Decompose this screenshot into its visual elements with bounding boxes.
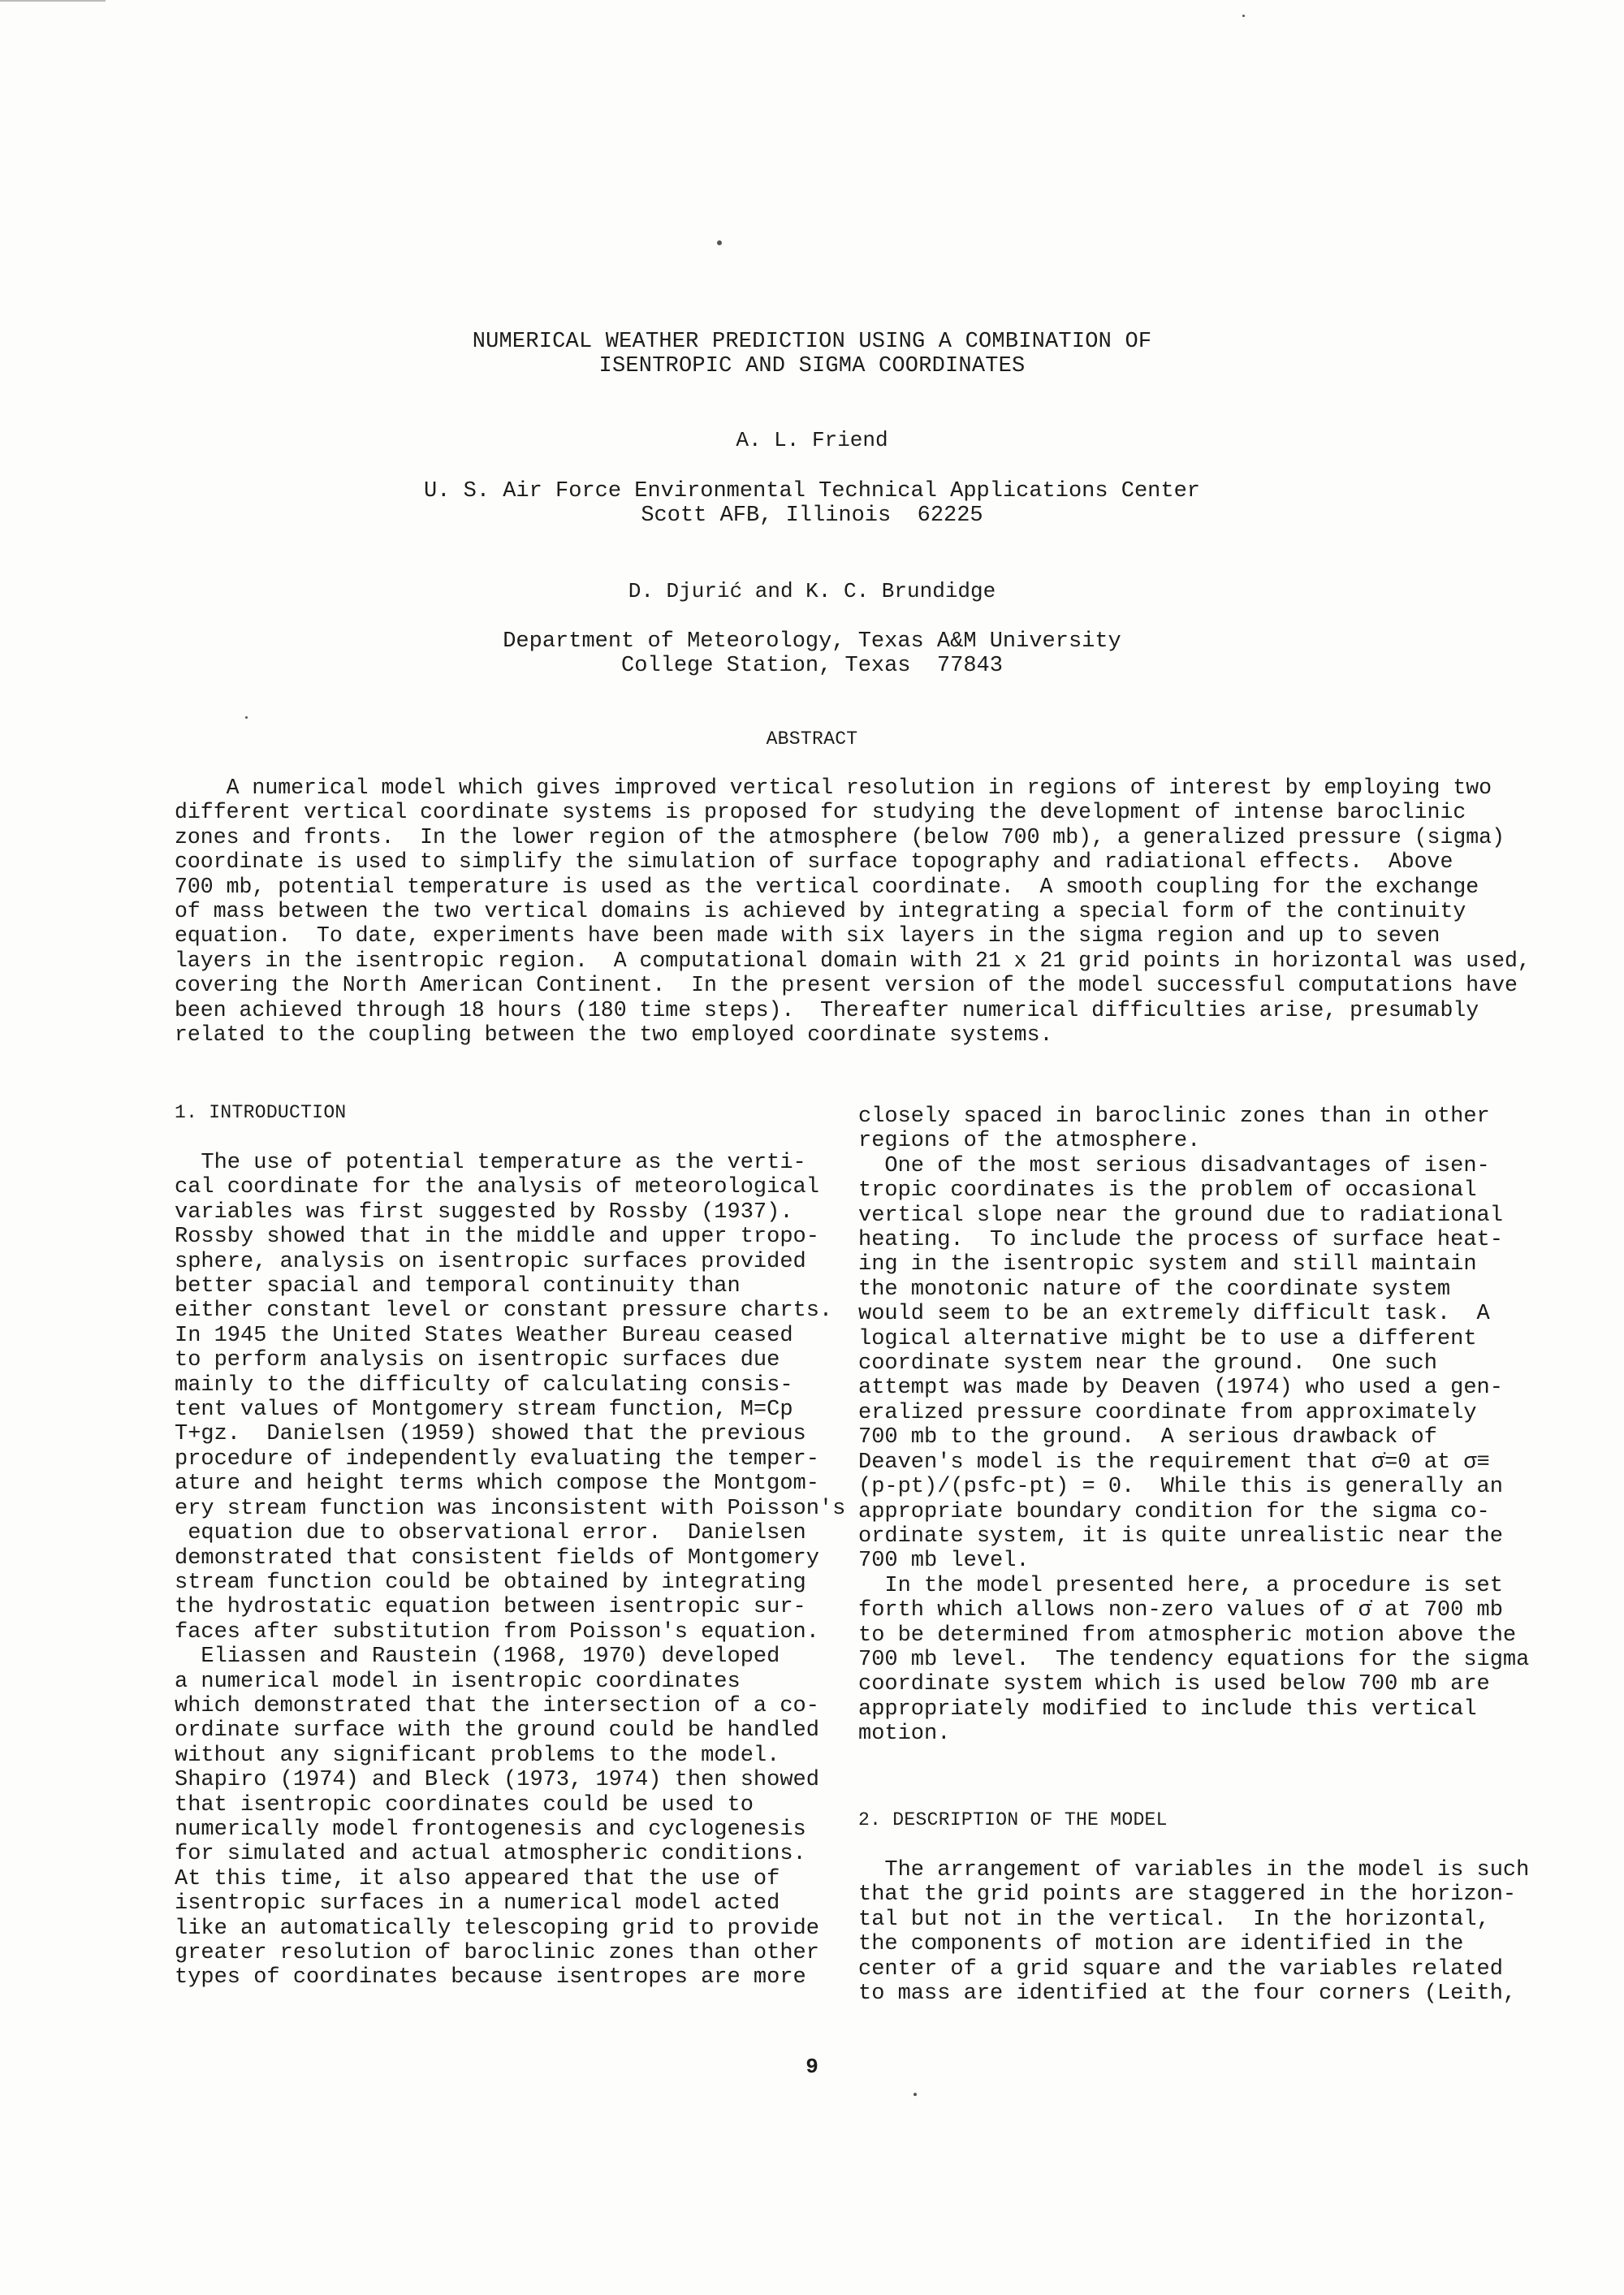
body-line: T+gz. Danielsen (1959) showed that the previous — [175, 1422, 806, 1447]
body-line: the components of motion are identified in the — [858, 1932, 1464, 1957]
body-line: coordinate system which is used below 700 mb are — [858, 1672, 1490, 1697]
body-line: sphere, analysis on isentropic surfaces provided — [175, 1249, 806, 1274]
body-line: equation due to observational error. Danielsen — [175, 1521, 806, 1546]
body-line: stream function could be obtained by integrating — [175, 1570, 806, 1595]
body-line: the monotonic nature of the coordinate system — [858, 1277, 1451, 1302]
body-line: ing in the isentropic system and still maintain — [858, 1252, 1477, 1277]
body-line: 700 mb level. — [858, 1549, 1030, 1574]
abstract-line: of mass between the two vertical domains is achieved by integrating a special form of the continuity — [175, 899, 1466, 924]
body-line: appropriately modified to include this vertical — [858, 1696, 1477, 1722]
body-line: to perform analysis on isentropic surfaces due — [175, 1348, 780, 1373]
body-line: which demonstrated that the intersection of a co- — [175, 1693, 819, 1718]
affiliation-line: U. S. Air Force Environmental Technical Applications Center — [424, 479, 1200, 504]
body-line: demonstrated that consistent fields of Montgomery — [175, 1545, 819, 1571]
affiliation-line: College Station, Texas 77843 — [621, 654, 1003, 679]
body-line: eralized pressure coordinate from approximately — [858, 1400, 1477, 1425]
body-line: center of a grid square and the variables related — [858, 1956, 1503, 1982]
scan-speck — [914, 2093, 917, 2096]
body-line: vertical slope near the ground due to radiational — [858, 1203, 1503, 1228]
body-line: logical alternative might be to use a different — [858, 1326, 1477, 1351]
affiliation-line: Department of Meteorology, Texas A&M University — [503, 629, 1121, 654]
body-line: Rossby showed that in the middle and upper tropo- — [175, 1225, 819, 1250]
section-1-heading: 1. INTRODUCTION — [175, 1102, 347, 1123]
abstract-line: equation. To date, experiments have been made with six layers in the sigma region and up to seven — [175, 923, 1440, 949]
body-line: either constant level or constant pressure charts. — [175, 1299, 833, 1324]
body-line: motion. — [858, 1722, 951, 1747]
abstract-line: coordinate is used to simplify the simulation of surface topography and radiational effects. Above — [175, 849, 1453, 875]
body-line: ordinate system, it is quite unrealistic near the — [858, 1524, 1503, 1549]
body-line: faces after substitution from Poisson's equation. — [175, 1619, 819, 1645]
affiliation-1 — [0, 479, 1624, 529]
body-line: greater resolution of baroclinic zones than other — [175, 1941, 819, 1965]
title-line: ISENTROPIC AND SIGMA COORDINATES — [598, 354, 1026, 379]
body-line: heating. To include the process of surface heat- — [858, 1228, 1503, 1253]
body-line: would seem to be an extremely difficult task. A — [858, 1302, 1490, 1327]
body-line: appropriate boundary condition for the sigma co- — [858, 1499, 1490, 1524]
body-line: tal but not in the vertical. In the horizontal, — [858, 1907, 1490, 1932]
body-line: a numerical model in isentropic coordinates — [175, 1669, 741, 1694]
abstract-line: layers in the isentropic region. A computational domain with 21 x 21 grid points in horizontal was used, — [175, 948, 1531, 973]
abstract-line: been achieved through 18 hours (180 time steps). Thereafter numerical difficulties arise, presumably — [175, 997, 1479, 1022]
body-line: numerically model frontogenesis and cyclogenesis — [175, 1817, 806, 1842]
body-line: ature and height terms which compose the Montgom- — [175, 1472, 819, 1497]
body-line: At this time, it also appeared that the use of — [175, 1866, 780, 1891]
body-line: that the grid points are staggered in the horizon- — [858, 1882, 1517, 1908]
abstract-body — [175, 776, 1531, 1048]
body-line: without any significant problems to the model. — [175, 1743, 780, 1768]
body-line: tropic coordinates is the problem of occasional — [858, 1178, 1477, 1204]
body-line: better spacial and temporal continuity than — [175, 1274, 741, 1299]
body-line: that isentropic coordinates could be used to — [175, 1792, 754, 1817]
abstract-heading: ABSTRACT — [766, 728, 858, 750]
right-column — [858, 1104, 1530, 1747]
body-line: isentropic surfaces in a numerical model acted — [175, 1891, 780, 1917]
body-line: mainly to the difficulty of calculating consis- — [175, 1372, 793, 1398]
authors-2: D. Djurić and K. C. Brundidge — [628, 579, 996, 603]
body-line: procedure of independently evaluating the temper- — [175, 1446, 819, 1472]
abstract-line: zones and fronts. In the lower region of the atmosphere (below 700 mb), a generalized pressure (sigma) — [175, 824, 1505, 849]
body-line: 700 mb level. The tendency equations for the sigma — [858, 1647, 1530, 1672]
body-line: Eliassen and Raustein (1968, 1970) developed — [175, 1645, 780, 1670]
scan-speck — [717, 240, 722, 245]
body-line: to be determined from atmospheric motion above the — [858, 1623, 1517, 1648]
author-1: A. L. Friend — [736, 428, 888, 452]
section-2-heading: 2. DESCRIPTION OF THE MODEL — [858, 1809, 1168, 1830]
body-line: The arrangement of variables in the model is such — [858, 1858, 1530, 1882]
body-line: (p-pt)/(psfc-pt) = 0. While this is generally an — [858, 1475, 1503, 1500]
body-line: Shapiro (1974) and Bleck (1973, 1974) then showed — [175, 1768, 819, 1793]
body-line: In 1945 the United States Weather Bureau ceased — [175, 1323, 793, 1348]
body-line: cal coordinate for the analysis of meteorological — [175, 1175, 819, 1200]
scan-edge-mark — [0, 0, 106, 2]
abstract-line: covering the North American Continent. In the present version of the model successful computations have — [175, 973, 1518, 998]
left-column — [175, 1151, 846, 1990]
body-line: closely spaced in baroclinic zones than in other — [858, 1104, 1490, 1129]
body-line: like an automatically telescoping grid to provide — [175, 1916, 819, 1941]
abstract-line: different vertical coordinate systems is proposed for studying the development of intense baroclinic — [175, 800, 1466, 825]
body-line: to mass are identified at the four corners (Leith, — [858, 1982, 1517, 2007]
affiliation-line: Scott AFB, Illinois 62225 — [641, 504, 983, 529]
body-line: for simulated and actual atmospheric conditions. — [175, 1842, 806, 1867]
section-2-body — [858, 1858, 1530, 2007]
body-line: coordinate system near the ground. One such — [858, 1351, 1437, 1377]
page-number: 9 — [806, 2055, 818, 2079]
body-line: attempt was made by Deaven (1974) who used a gen- — [858, 1376, 1503, 1401]
scan-speck — [245, 716, 248, 719]
body-line: One of the most serious disadvantages of isen- — [858, 1153, 1490, 1178]
body-line: types of coordinates because isentropes are more — [175, 1965, 806, 1990]
paper-title — [0, 330, 1624, 379]
title-line: NUMERICAL WEATHER PREDICTION USING A COMBINATION OF — [472, 330, 1152, 354]
body-line: tent values of Montgomery stream function, M=Cp — [175, 1398, 793, 1423]
body-line: regions of the atmosphere. — [858, 1129, 1201, 1154]
body-line: variables was first suggested by Rossby (1937). — [175, 1199, 793, 1225]
abstract-line: A numerical model which gives improved vertical resolution in regions of interest by employing two — [175, 776, 1492, 800]
body-line: ordinate surface with the ground could be handled — [175, 1718, 819, 1744]
scan-speck — [1242, 15, 1245, 17]
body-line: In the model presented here, a procedure is set — [858, 1573, 1503, 1598]
body-line: 700 mb to the ground. A serious drawback of — [858, 1425, 1437, 1450]
body-line: the hydrostatic equation between isentropic sur- — [175, 1595, 806, 1620]
body-line: ery stream function was inconsistent with Poisson's — [175, 1496, 846, 1521]
body-line: The use of potential temperature as the verti- — [175, 1151, 806, 1175]
abstract-line: related to the coupling between the two employed coordinate systems. — [175, 1022, 1053, 1048]
body-line: Deaven's model is the requirement that σ̇=0 at σ≡ — [858, 1450, 1490, 1475]
affiliation-2 — [0, 629, 1624, 679]
abstract-line: 700 mb, potential temperature is used as the vertical coordinate. A smooth coupling for the exchange — [175, 874, 1479, 899]
body-line: forth which allows non-zero values of σ̇ at 700 mb — [858, 1598, 1503, 1623]
